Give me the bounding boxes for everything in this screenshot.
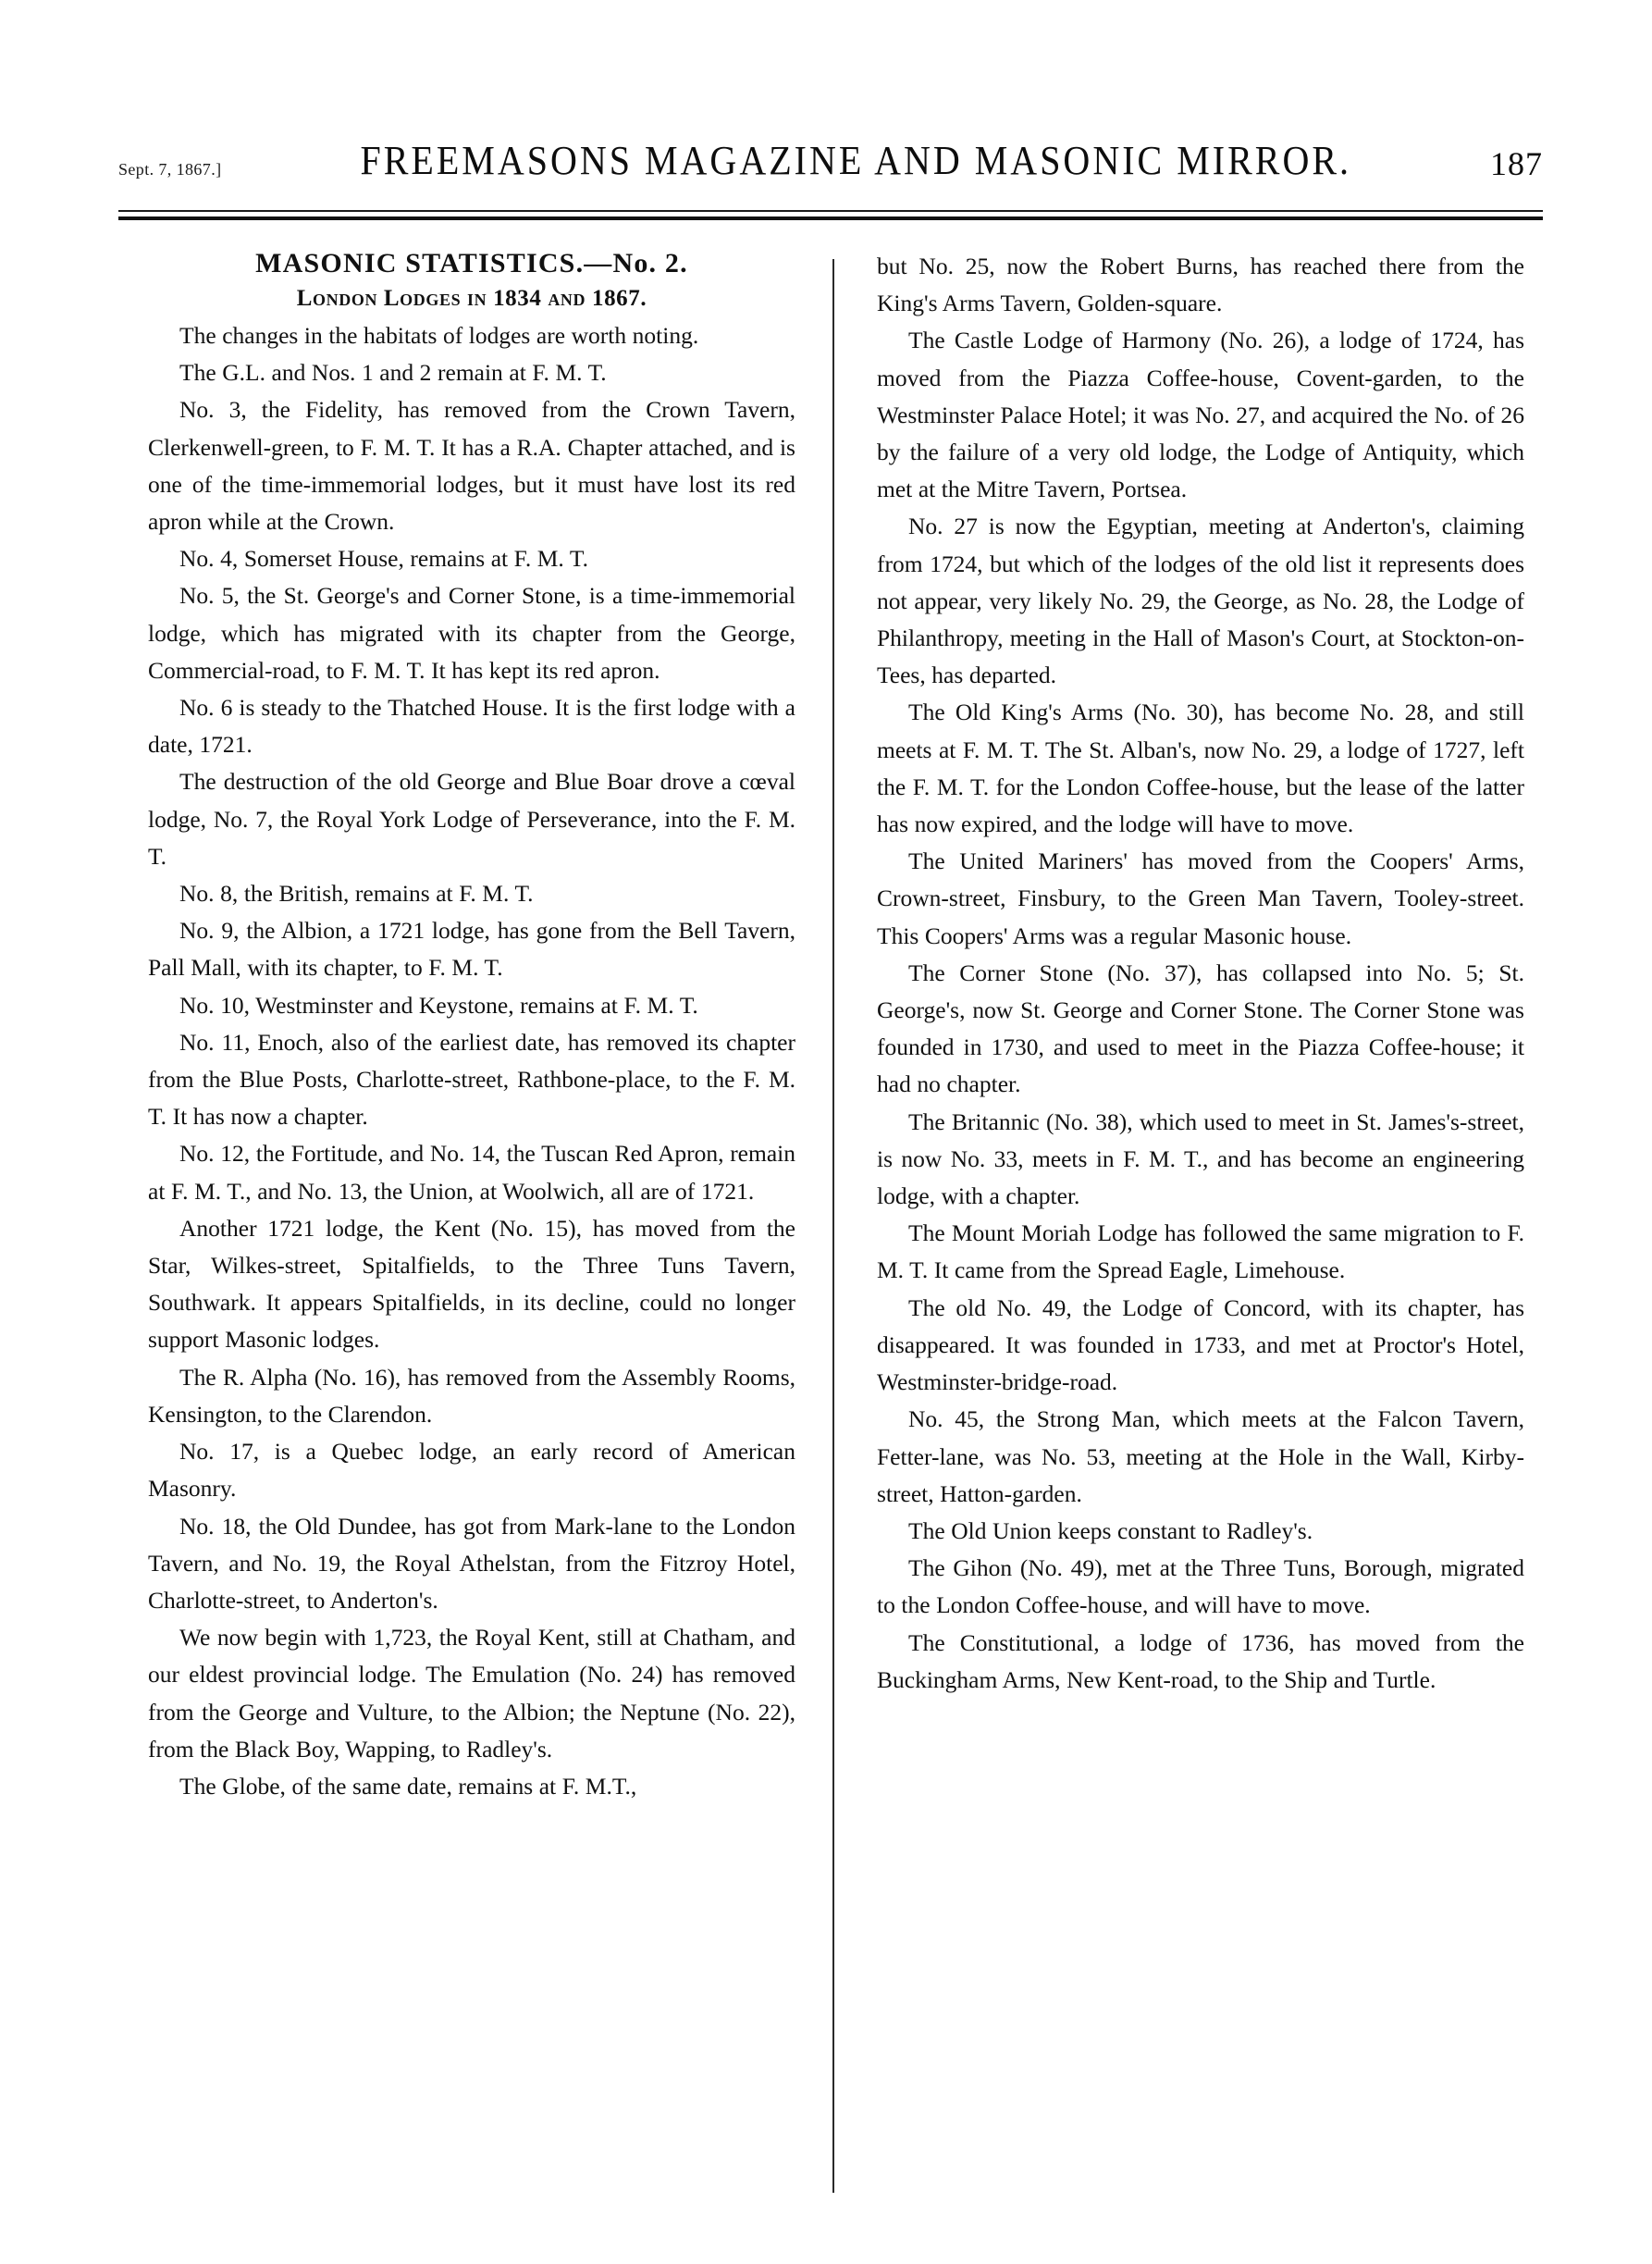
column-container [118,248,1543,2209]
rule-thick [118,217,1543,220]
paragraph: No. 11, Enoch, also of the earliest date, has removed its chapter from the Blue Posts, Charlotte-street, Rathbone-place, to the F. M. T. It has now a chapter. [148,1028,795,1131]
paragraph: Another 1721 lodge, the Kent (No. 15), has moved from the Star, Wilkes-street, Spitalfields, to the Three Tuns Tavern, Southwark. It appears Spitalfields, in its decline, could no longer support Masonic lodges. [148,1214,795,1354]
paragraph: The Constitutional, a lodge of 1736, has moved from the Buckingham Arms, New Kent-road, to the Ship and Turtle. [877,1628,1524,1693]
paragraph: No. 10, Westminster and Keystone, remains at F. M. T. [179,991,698,1019]
page-number: 187 [1490,145,1543,182]
paragraph: No. 5, the St. George's and Corner Stone, is a time-immemorial lodge, which has migrated with its chapter from the George, Commercial-road, to F. M. T. It has kept its red apron. [148,582,795,684]
paragraph: The R. Alpha (No. 16), has removed from the Assembly Rooms, Kensington, to the Clarendon. [148,1363,795,1428]
paragraph: The Old Union keeps constant to Radley's. [908,1516,1313,1544]
paragraph: The old No. 49, the Lodge of Concord, with its chapter, has disappeared. It was founded in 1733, and met at Proctor's Hotel, Westminster-bridge-road. [877,1293,1524,1396]
right-column [877,248,1524,2209]
paragraph: No. 9, the Albion, a 1721 lodge, has gone from the Bell Tavern, Pall Mall, with its chapter, to F. M. T. [148,917,795,982]
publication-title: FREEMASONS MAGAZINE AND MASONIC MIRROR. [360,136,1352,183]
paragraph: The Britannic (No. 38), which used to meet in St. James's-street, is now No. 33, meets in F. M. T., and has become an engineering lodge, with a chapter. [877,1107,1524,1210]
paragraph: The United Mariners' has moved from the Coopers' Arms, Crown-street, Finsbury, to the Green Man Tavern, Tooley-street. This Coopers' Arms was a regular Masonic house. [877,847,1524,949]
paragraph: No. 45, the Strong Man, which meets at the Falcon Tavern, Fetter-lane, was No. 53, meeting at the Hole in the Wall, Kirby-street, Hatton-garden. [877,1405,1524,1507]
paragraph: The G.L. and Nos. 1 and 2 remain at F. M. T. [179,359,607,387]
left-column [148,248,795,2209]
paragraph: The Gihon (No. 49), met at the Three Tuns, Borough, migrated to the London Coffee-house, and will have to move. [877,1554,1524,1619]
paragraph: The Corner Stone (No. 37), has collapsed into No. 5; St. George's, now St. George and Corner Stone. The Corner Stone was founded in 1730, and used to meet in the Piazza Coffee-house; it had no chapter. [877,959,1524,1098]
article-subtitle: London Lodges in 1834 and 1867. [296,286,647,311]
paragraph: We now begin with 1,723, the Royal Kent, still at Chatham, and our eldest provincial lodge. The Emulation (No. 24) has removed from the George and Vulture, to the Albion; the Neptune (No. 22), from the Black Boy, Wapping, to Radley's. [148,1624,795,1763]
paragraph: No. 8, the British, remains at F. M. T. [179,880,534,908]
column-divider [832,259,834,2193]
rule-thin [118,210,1543,212]
paragraph: No. 18, the Old Dundee, has got from Mark-lane to the London Tavern, and No. 19, the Royal Athelstan, from the Fitzroy Hotel, Charlotte-street, to Anderton's. [148,1512,795,1614]
paragraph: No. 17, is a Quebec lodge, an early record of American Masonry. [148,1438,795,1503]
paragraph: The Castle Lodge of Harmony (No. 26), a lodge of 1724, has moved from the Piazza Coffee-house, Covent-garden, to the Westminster Palace Hotel; it was No. 27, and acquired the No. of 26 by the failure of a very old lodge, the Lodge of Antiquity, which met at the Mitre Tavern, Portsea. [877,327,1524,503]
paragraph: The Old King's Arms (No. 30), has become No. 28, and still meets at F. M. T. The St. Alban's, now No. 29, a lodge of 1727, left the F. M. T. for the London Coffee-house, but the lease of the latter has now expired, and the lodge will have to move. [877,699,1524,838]
header-rule [118,210,1543,220]
paragraph: but No. 25, now the Robert Burns, has reached there from the King's Arms Tavern, Golden-square. [877,253,1524,317]
paragraph: The Mount Moriah Lodge has followed the same migration to F. M. T. It came from the Spread Eagle, Limehouse. [877,1219,1524,1284]
issue-date: Sept. 7, 1867.] [118,160,222,179]
paragraph: No. 6 is steady to the Thatched House. It is the first lodge with a date, 1721. [148,694,795,759]
paragraph: The Globe, of the same date, remains at F. M.T., [179,1772,637,1800]
paragraph: No. 27 is now the Egyptian, meeting at Anderton's, claiming from 1724, but which of the lodges of the old list it represents does not appear, very likely No. 29, the George, as No. 28, the Lodge of Philanthropy, meeting in the Hall of Mason's Court, at Stockton-on-Tees, has departed. [877,513,1524,689]
running-head [118,136,1543,196]
paragraph: No. 4, Somerset House, remains at F. M. T. [179,545,588,573]
paragraph: The destruction of the old George and Blue Boar drove a cœval lodge, No. 7, the Royal York Lodge of Perseverance, into the F. M. T. [148,768,795,870]
article-title: MASONIC STATISTICS.—No. 2. [255,248,688,278]
paragraph: No. 12, the Fortitude, and No. 14, the Tuscan Red Apron, remain at F. M. T., and No. 13, the Union, at Woolwich, all are of 1721. [148,1140,795,1205]
paragraph: No. 3, the Fidelity, has removed from the Crown Tavern, Clerkenwell-green, to F. M. T. It has a R.A. Chapter attached, and is one of the time-immemorial lodges, but it must have lost its red apron while at the Crown. [148,396,795,536]
paragraph: The changes in the habitats of lodges are worth noting. [179,322,699,349]
